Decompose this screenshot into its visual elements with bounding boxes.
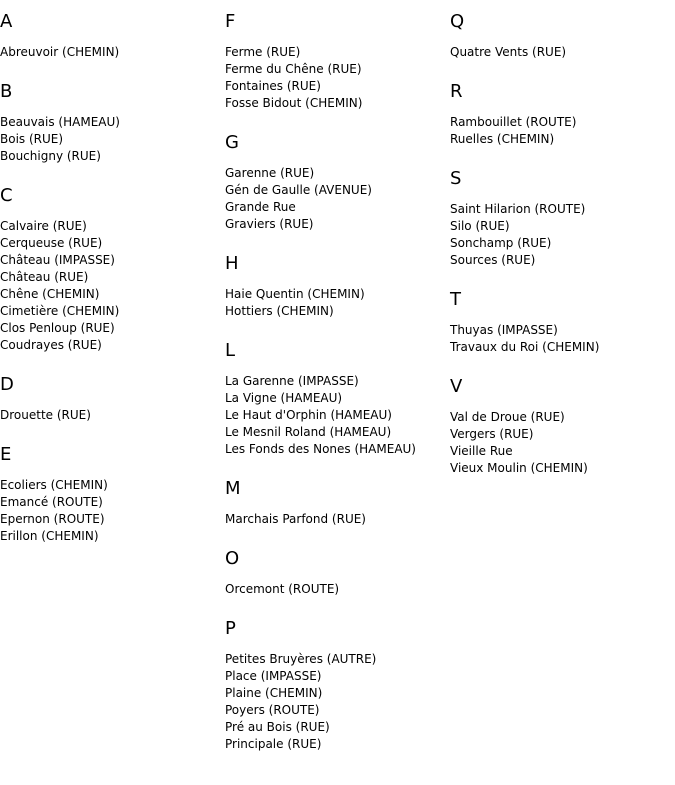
street-entry: Rambouillet (ROUTE) [450, 115, 577, 129]
street-entry: Vieille Rue [450, 444, 513, 458]
street-list [225, 44, 445, 112]
street-entry: Grande Rue [225, 200, 296, 214]
letter-group [225, 548, 445, 598]
street-entry: Calvaire (RUE) [0, 219, 87, 233]
street-entry: Château (IMPASSE) [0, 253, 115, 267]
letter-heading: H [225, 253, 239, 274]
letter-group [225, 253, 445, 320]
letter-heading: B [0, 81, 13, 102]
index-column-1 [0, 11, 220, 565]
street-entry: Coudrayes (RUE) [0, 338, 102, 352]
street-list [0, 407, 220, 424]
letter-group [450, 11, 670, 61]
letter-heading: C [0, 185, 13, 206]
street-entry: Garenne (RUE) [225, 166, 315, 180]
street-entry: Emancé (ROUTE) [0, 495, 103, 509]
letter-heading: F [225, 11, 236, 32]
street-entry: Quatre Vents (RUE) [450, 45, 567, 59]
letter-heading: L [225, 340, 236, 361]
street-list [225, 651, 445, 753]
street-entry: Les Fonds des Nones (HAMEAU) [225, 442, 416, 456]
street-list [0, 477, 220, 545]
street-entry: Fosse Bidout (CHEMIN) [225, 96, 363, 110]
letter-group [450, 168, 670, 269]
letter-group [450, 376, 670, 477]
street-entry: Vieux Moulin (CHEMIN) [450, 461, 588, 475]
street-list [450, 114, 670, 148]
street-entry: La Vigne (HAMEAU) [225, 391, 343, 405]
letter-heading: G [225, 132, 239, 153]
street-list [225, 581, 445, 598]
street-list [450, 322, 670, 356]
street-entry: Abreuvoir (CHEMIN) [0, 45, 120, 59]
street-entry: La Garenne (IMPASSE) [225, 374, 359, 388]
street-entry: Gén de Gaulle (AVENUE) [225, 183, 372, 197]
letter-heading: O [225, 548, 240, 569]
street-entry: Val de Droue (RUE) [450, 410, 565, 424]
index-column-2 [225, 11, 445, 773]
letter-heading: V [450, 376, 463, 397]
street-entry: Clos Penloup (RUE) [0, 321, 115, 335]
street-list [0, 114, 220, 165]
street-entry: Beauvais (HAMEAU) [0, 115, 120, 129]
street-entry: Graviers (RUE) [225, 217, 314, 231]
street-list [0, 44, 220, 61]
street-entry: Ecoliers (CHEMIN) [0, 478, 108, 492]
street-entry: Silo (RUE) [450, 219, 510, 233]
street-entry: Bois (RUE) [0, 132, 64, 146]
street-list [225, 373, 445, 458]
street-entry: Marchais Parfond (RUE) [225, 512, 366, 526]
street-list [225, 286, 445, 320]
street-entry: Thuyas (IMPASSE) [450, 323, 558, 337]
street-list [450, 409, 670, 477]
street-entry: Hottiers (CHEMIN) [225, 304, 334, 318]
street-entry: Cerqueuse (RUE) [0, 236, 103, 250]
street-entry: Travaux du Roi (CHEMIN) [450, 340, 600, 354]
letter-heading: D [0, 374, 14, 395]
letter-group [450, 81, 670, 148]
street-entry: Pré au Bois (RUE) [225, 720, 330, 734]
street-entry: Haie Quentin (CHEMIN) [225, 287, 365, 301]
street-entry: Epernon (ROUTE) [0, 512, 105, 526]
street-entry: Poyers (ROUTE) [225, 703, 320, 717]
letter-heading: T [450, 289, 461, 310]
street-entry: Cimetière (CHEMIN) [0, 304, 120, 318]
street-list [0, 218, 220, 354]
letter-group [225, 11, 445, 112]
street-entry: Ferme du Chêne (RUE) [225, 62, 362, 76]
street-entry: Ferme (RUE) [225, 45, 301, 59]
street-entry: Sonchamp (RUE) [450, 236, 552, 250]
letter-heading: P [225, 618, 236, 639]
street-entry: Principale (RUE) [225, 737, 322, 751]
street-entry: Le Mesnil Roland (HAMEAU) [225, 425, 392, 439]
letter-heading: A [0, 11, 13, 32]
letter-group [225, 478, 445, 528]
street-entry: Ruelles (CHEMIN) [450, 132, 555, 146]
letter-group [0, 11, 220, 61]
street-entry: Fontaines (RUE) [225, 79, 321, 93]
letter-group [0, 444, 220, 545]
street-entry: Plaine (CHEMIN) [225, 686, 323, 700]
street-entry: Place (IMPASSE) [225, 669, 322, 683]
letter-heading: E [0, 444, 12, 465]
letter-group [450, 289, 670, 356]
street-entry: Le Haut d'Orphin (HAMEAU) [225, 408, 392, 422]
letter-group [225, 340, 445, 458]
street-entry: Erillon (CHEMIN) [0, 529, 99, 543]
street-entry: Petites Bruyères (AUTRE) [225, 652, 377, 666]
street-entry: Saint Hilarion (ROUTE) [450, 202, 586, 216]
street-list [225, 511, 445, 528]
street-list [450, 201, 670, 269]
street-entry: Vergers (RUE) [450, 427, 534, 441]
street-entry: Bouchigny (RUE) [0, 149, 101, 163]
letter-heading: Q [450, 11, 465, 32]
letter-heading: M [225, 478, 241, 499]
street-entry: Château (RUE) [0, 270, 89, 284]
letter-group [0, 374, 220, 424]
street-entry: Orcemont (ROUTE) [225, 582, 340, 596]
letter-group [0, 81, 220, 165]
street-list [225, 165, 445, 233]
letter-group [225, 618, 445, 753]
index-column-3 [450, 11, 670, 497]
letter-group [225, 132, 445, 233]
letter-group [0, 185, 220, 354]
street-entry: Drouette (RUE) [0, 408, 91, 422]
street-entry: Sources (RUE) [450, 253, 536, 267]
street-entry: Chêne (CHEMIN) [0, 287, 100, 301]
letter-heading: S [450, 168, 462, 189]
letter-heading: R [450, 81, 463, 102]
street-list [450, 44, 670, 61]
